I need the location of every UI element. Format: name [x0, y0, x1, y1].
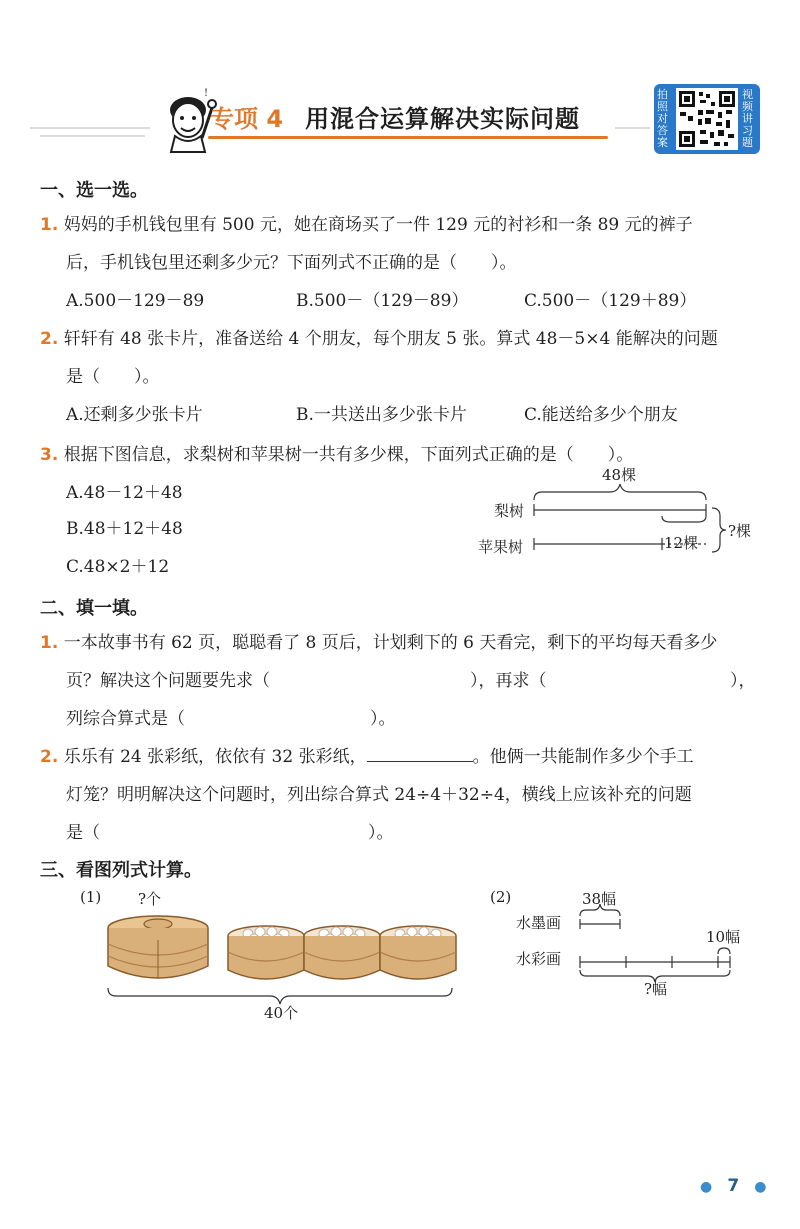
painting-diagram — [570, 900, 750, 990]
q2-line2: 是（ ）。 — [66, 367, 160, 387]
page-number: 7 — [727, 1176, 740, 1196]
s2-q2-blank[interactable] — [100, 816, 366, 840]
s2-q2-line3b: ）。 — [368, 823, 394, 843]
open-steamer-icon — [380, 926, 456, 979]
qr-caption-left: 拍照对答案 — [657, 88, 668, 149]
qr-caption-right: 视频讲习题 — [742, 88, 753, 149]
qr-block[interactable] — [654, 84, 760, 154]
s2-q2-line3a: 是（ — [66, 823, 100, 843]
p2-extra-label: 10幅 — [706, 928, 741, 946]
p1-unknown-label: ?个 — [138, 890, 162, 908]
question-text: 。他俩一共能制作多少个手工 — [472, 747, 694, 767]
p1-number: (1) — [80, 888, 102, 906]
q2-option-b[interactable]: B.一共送出多少张卡片 — [296, 405, 467, 425]
qr-code-icon[interactable] — [676, 88, 738, 150]
question-text: 乐乐有 24 张彩纸，依依有 32 张彩纸， — [63, 747, 367, 767]
question-number: 3. — [40, 445, 59, 465]
question-text: 轩轩有 48 张卡片，准备送给 4 个朋友，每个朋友 5 张。算式 48－5×4 能解决的问题 — [63, 329, 718, 349]
p2-number: (2) — [490, 888, 512, 906]
pear-label: 梨树 — [494, 502, 525, 520]
question-number: 1. — [40, 215, 59, 235]
q2-option-a[interactable]: A.还剩多少张卡片 — [66, 405, 203, 425]
s2-q1-line2c: ）， — [730, 671, 756, 691]
s2-q1-line2b: ），再求（ — [470, 671, 547, 691]
topic-title: 用混合运算解决实际问题 — [305, 105, 581, 133]
s2-q1-line1 — [40, 628, 717, 653]
s2-q1-blank-1[interactable] — [284, 664, 470, 688]
s2-q1-line2a: 页？解决这个问题要先求（ — [66, 671, 270, 691]
q3-option-c[interactable]: C.48×2＋12 — [66, 557, 170, 577]
closed-steamer-icon — [108, 916, 208, 978]
p2-water-label: 水彩画 — [516, 950, 562, 968]
q1-option-b[interactable]: B.500－（129－89） — [296, 291, 469, 311]
open-steamer-icon — [228, 926, 304, 979]
s2-q1-blank-2[interactable] — [550, 664, 726, 688]
diff-label: 12棵 — [664, 534, 699, 552]
topic-tag: 专项 4 — [210, 105, 284, 133]
question-text: 妈妈的手机钱包里有 500 元，她在商场买了一件 129 元的衬衫和一条 89 元的裤子 — [63, 215, 693, 235]
question-number: 1. — [40, 633, 59, 653]
page-footer — [700, 1176, 766, 1196]
q3-line1 — [40, 440, 633, 465]
question-number: 2. — [40, 747, 59, 767]
q3-option-b[interactable]: B.48＋12＋48 — [66, 519, 183, 539]
p1-total-label: 40个 — [264, 1004, 299, 1022]
svg-text:!: ! — [204, 88, 209, 99]
section-title-fill: 二、填一填。 — [40, 598, 148, 619]
q2-option-c[interactable]: C.能送给多少个朋友 — [524, 405, 678, 425]
steamers-graphic — [100, 906, 460, 1016]
p2-total-label: ?幅 — [644, 980, 668, 998]
dot-icon: ● — [754, 1179, 767, 1195]
s2-q1-line3b: ）。 — [370, 709, 396, 729]
s2-q2-line2: 灯笼？明明解决这个问题时，列出综合算式 24÷4＋32÷4，横线上应该补充的问题 — [66, 785, 692, 805]
q1-option-a[interactable]: A.500－129－89 — [66, 291, 205, 311]
q1-line2: 后，手机钱包里还剩多少元？下面列式不正确的是（ ）。 — [66, 253, 517, 273]
question-text: 一本故事书有 62 页，聪聪看了 8 页后，计划剩下的 6 天看完，剩下的平均每天看多少 — [63, 633, 718, 653]
dot-icon: ● — [700, 1179, 713, 1195]
q1-option-c[interactable]: C.500－（129＋89） — [524, 291, 697, 311]
question-text: 根据下图信息，求梨树和苹果树一共有多少棵，下面列式正确的是（ ）。 — [63, 445, 634, 465]
section-title-choose: 一、选一选。 — [40, 180, 148, 201]
apple-label: 苹果树 — [478, 538, 524, 556]
steamer-illustration — [100, 906, 460, 1016]
open-steamer-icon — [304, 926, 380, 979]
q3-tree-diagram — [470, 466, 770, 560]
p2-ink-value: 38幅 — [582, 890, 617, 908]
p2-ink-label: 水墨画 — [516, 914, 562, 932]
question-number: 2. — [40, 329, 59, 349]
q1-line1 — [40, 210, 693, 235]
top-total-label: 48棵 — [602, 466, 637, 484]
page-title — [210, 99, 580, 139]
s2-q2-line1 — [40, 742, 694, 767]
section-title-diagram: 三、看图列式计算。 — [40, 860, 202, 881]
q2-line1 — [40, 324, 718, 349]
total-label: ?棵 — [728, 522, 752, 540]
answer-underline[interactable] — [367, 745, 473, 762]
q3-option-a[interactable]: A.48－12＋48 — [66, 483, 183, 503]
s2-q1-line3a: 列综合算式是（ — [66, 709, 185, 729]
s2-q1-blank-3[interactable] — [198, 702, 368, 726]
